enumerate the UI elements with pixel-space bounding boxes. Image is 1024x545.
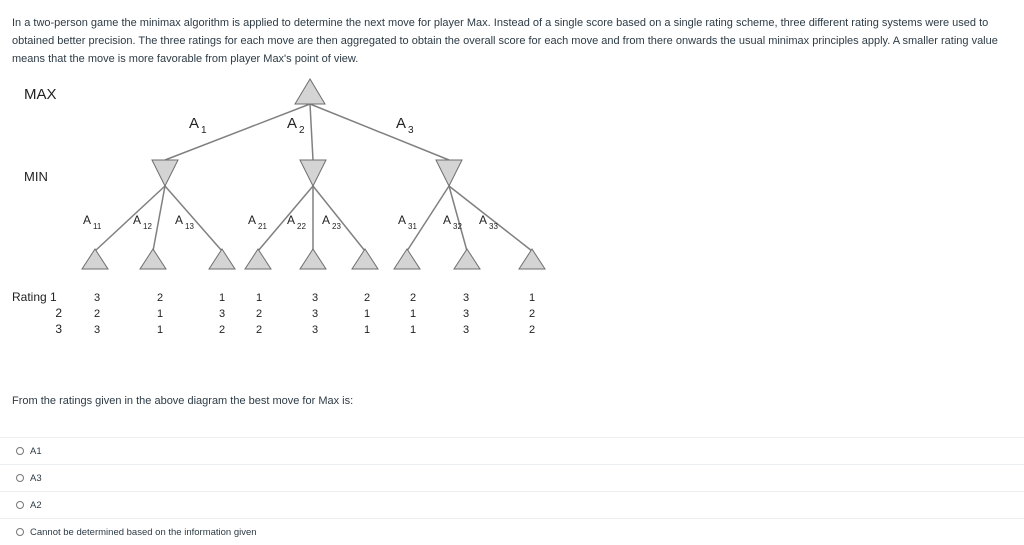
leaf-node <box>245 249 271 269</box>
leaf-node <box>300 249 326 269</box>
rating-value: 3 <box>93 292 101 304</box>
rating-value: 2 <box>218 324 226 336</box>
answer-option-1[interactable] <box>0 437 1024 464</box>
min-move-label: A $_{31}$ <box>398 213 417 231</box>
rating-value: 3 <box>311 324 319 336</box>
leaf-node <box>209 249 235 269</box>
rating-value: 1 <box>255 292 263 304</box>
tree-edge <box>313 186 365 251</box>
answer-label: A2 <box>30 499 42 511</box>
leaf-node <box>82 249 108 269</box>
rating-value: 2 <box>409 292 417 304</box>
rating-value: 3 <box>311 308 319 320</box>
rating-value: 1 <box>156 324 164 336</box>
leaf-node <box>352 249 378 269</box>
min-move-label: A $_{12}$ <box>133 213 152 231</box>
radio-icon[interactable] <box>16 501 24 509</box>
leaf-node <box>140 249 166 269</box>
rating-value: 3 <box>462 324 470 336</box>
rating-value: 1 <box>363 308 371 320</box>
max-move-label: A $_3$ <box>396 115 414 136</box>
rating-value: 1 <box>218 292 226 304</box>
rating-value: 1 <box>409 324 417 336</box>
question-prompt: From the ratings given in the above diagram the best move for Max is: <box>12 395 354 407</box>
min-move-label: A $_{22}$ <box>287 213 306 231</box>
rating-row-label: Rating 1 <box>12 290 57 304</box>
radio-icon[interactable] <box>16 447 24 455</box>
rating-value: 2 <box>156 292 164 304</box>
tree-edge <box>449 186 532 251</box>
max-move-label: A $_2$ <box>287 115 305 136</box>
answer-option-2[interactable] <box>0 464 1024 491</box>
answer-option-4[interactable] <box>0 518 1024 545</box>
rating-value: 2 <box>93 308 101 320</box>
min-move-label: A $_{32}$ <box>443 213 462 231</box>
rating-value: 1 <box>528 292 536 304</box>
tree-edge <box>165 104 310 160</box>
rating-row-label: 3 <box>55 322 62 336</box>
rating-value: 1 <box>363 324 371 336</box>
rating-value: 1 <box>409 308 417 320</box>
min-node <box>152 160 178 186</box>
answer-label: A3 <box>30 472 42 484</box>
leaf-node <box>519 249 545 269</box>
max-move-label: A $_1$ <box>189 115 207 136</box>
rating-value: 3 <box>93 324 101 336</box>
min-node <box>436 160 462 186</box>
rating-value: 3 <box>218 308 226 320</box>
question-intro: In a two-person game the minimax algorithm is applied to determine the next move for player Max. Instead of a single score based on a single rating scheme, three different rating systems were used to obtained better precision. The three ratings for each move are then aggregated to obtain the overall score for each move and from there onwards the usual minimax principles apply. A smaller rating value means that the move is more favorable from player Max's point of view. <box>12 17 998 65</box>
answer-label: A1 <box>30 445 42 457</box>
tree-edge <box>165 186 222 251</box>
max-root-node <box>295 79 325 104</box>
rating-value: 3 <box>311 292 319 304</box>
rating-value: 2 <box>363 292 371 304</box>
answer-option-3[interactable] <box>0 491 1024 518</box>
radio-icon[interactable] <box>16 528 24 536</box>
min-move-label: A $_{23}$ <box>322 213 341 231</box>
rating-value: 1 <box>156 308 164 320</box>
rating-value: 2 <box>255 324 263 336</box>
answer-label: Cannot be determined based on the information given <box>30 526 257 538</box>
leaf-node <box>394 249 420 269</box>
min-move-label: A $_{13}$ <box>175 213 194 231</box>
radio-icon[interactable] <box>16 474 24 482</box>
tree-edge <box>310 104 313 160</box>
min-move-label: A $_{11}$ <box>83 213 102 231</box>
min-node <box>300 160 326 186</box>
min-move-label: A $_{33}$ <box>479 213 498 231</box>
tree-edge <box>310 104 449 160</box>
min-move-label: A $_{21}$ <box>248 213 267 231</box>
rating-value: 2 <box>255 308 263 320</box>
tree-edge <box>258 186 313 251</box>
leaf-node <box>454 249 480 269</box>
answer-list <box>0 437 1024 545</box>
min-level-label: MIN <box>24 169 48 184</box>
rating-row-label: 2 <box>55 306 62 320</box>
max-level-label: MAX <box>24 86 57 103</box>
rating-value: 3 <box>462 308 470 320</box>
rating-value: 3 <box>462 292 470 304</box>
tree-edge <box>449 186 467 251</box>
rating-value: 2 <box>528 308 536 320</box>
rating-value: 2 <box>528 324 536 336</box>
